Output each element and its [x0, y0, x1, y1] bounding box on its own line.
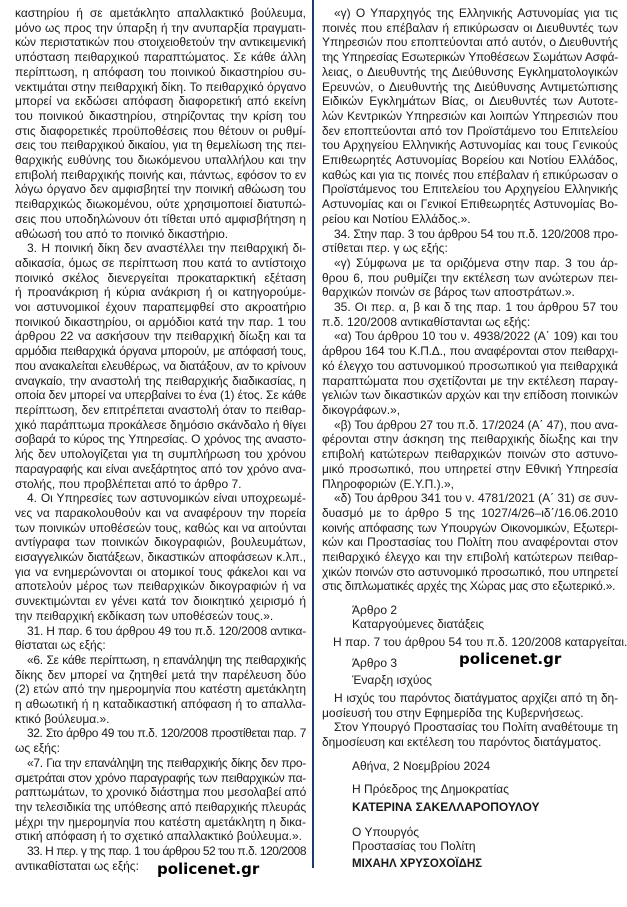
text-line: νοι αστυνομικοί έχουν παραπεμφθεί στο ακροατήριο: [15, 300, 306, 315]
text-line: αδικασία, όμως σε περίπτωση που κατά το αντίστοιχο: [15, 255, 306, 270]
paragraph: [322, 491, 618, 594]
text-line: ποινικό σκέλος διενεργείται προκαταρκτική εξέταση: [15, 270, 306, 285]
text-line: δεν εποπτεύονται από τον Προϊστάμενο του Επιτελείου: [322, 123, 618, 138]
text-line: 32. Στο άρθρο 49 του π.δ. 120/2008 προστίθεται παρ. 7: [27, 726, 306, 741]
text-line: 34. Στην παρ. 3 του άρθρου 54 του π.δ. 120/2008 προ-: [334, 226, 618, 241]
text-line: σμετράται στον χρόνο παραγραφής των πειθαρχικών πα-: [15, 770, 306, 785]
text-line: λόγω όργανο δεν αμφισβητεί την ποινική αθώωση του: [15, 182, 306, 197]
paragraph: [322, 691, 618, 720]
text-line: του ποινικού δικαστηρίου, στηρίζοντας την κρίση του: [15, 108, 306, 123]
watermark: policenet.gr: [157, 860, 260, 878]
text-line: Προϊστάμενος του Επιτελείου του Αρχηγείου Ελληνικής: [322, 182, 618, 197]
text-line: δικογράφων.»,: [322, 402, 401, 417]
text-line: πειθαρχικό έλεγχο και την επιβολή κατώτερων πειθαρ-: [322, 550, 618, 565]
text-line: του Αρχηγείου Ελληνικής Αστυνομίας και τους Γενικούς: [322, 138, 618, 153]
text-line: κών περιστατικών που στοιχειοθετούν την αντικειμενική: [15, 35, 306, 50]
text-line: αθώωσή του από το ποινικό δικαστήριο.: [15, 226, 229, 241]
text-line: δυασμό με το άρθρο 5 της 1027/4/26–ιδ΄/16.06.2010: [322, 505, 618, 520]
text-line: Η ισχύς του παρόντος διατάγματος αρχίζει από τη δη-: [334, 691, 618, 705]
text-line: «γ) Ο Υπαρχηγός της Ελληνικής Αστυνομίας για τις: [334, 6, 618, 20]
text-line: θρου 6, που ρυθμίζει την εκτέλεση των ανώτερων πει-: [322, 270, 618, 285]
text-line: κό έλεγχο του αστυνομικού προσωπικού για πειθαρχικά: [322, 358, 618, 373]
text-line: ή προανάκριση ή κύρια ανάκριση ή οι κατηγορούμε-: [15, 285, 306, 300]
paragraph: [15, 653, 306, 727]
text-line: ποινές που επέβαλαν ή επικύρωσαν οι Διευθυντές των: [322, 20, 618, 35]
text-line: η αθωωτική ή η καταδικαστική απόφαση ή το απαλλα-: [15, 697, 306, 712]
paragraph: [15, 6, 306, 241]
text-line: αποτελούν μέρος των πειθαρχικών δικογραφιών ή να: [15, 579, 306, 594]
text-line: κοινής απόφασης των Υπουργών Οικονομικών, Εξωτερι-: [322, 520, 618, 535]
text-line: επιβολή πειθαρχικής ποινής και, πάντως, εφόσον το εν: [15, 167, 307, 182]
text-line: νεκτιμάται στην πειθαρχική δίκη. Το πειθαρχικό όργανο: [15, 79, 307, 94]
text-line: (2) ετών από την ημερομηνία που κατέστη αμετάκλητη: [15, 682, 306, 697]
article-3-title: Έναρξη ισχύος: [352, 673, 432, 687]
text-line: «β) Του άρθρου 27 του π.δ. 17/2024 (Α΄ 47), που ανα-: [334, 417, 618, 432]
text-line: σεις του πειθαρχικού δικαίου, για τη θεμελίωση της πει-: [15, 138, 306, 153]
text-line: Επιθεωρητές Αστυνομίας Βορείου και Νοτίου Ελλάδος,: [322, 153, 618, 168]
president-title: Η Πρόεδρος της Δημοκρατίας: [352, 782, 509, 796]
text-line: ραπτωμάτων, το χρονικό διάστημα που μεσολαβεί από: [15, 785, 307, 800]
text-line: στολής, που προβλέπεται από το άρθρο 7.: [15, 476, 242, 491]
text-line: «δ) Του άρθρου 341 του ν. 4781/2021 (Α΄ 31) σε συν-: [334, 491, 619, 506]
text-line: π.δ. 120/2008 αντικαθίστανται ως εξής:: [322, 314, 531, 329]
text-line: λειας, ο Διευθυντής της Διεύθυνσης Εγκληματολογικών: [322, 64, 618, 79]
paragraph: [322, 256, 618, 300]
text-line: μπορεί να εκδώσει απόφαση διαφορετική από εκείνη: [15, 94, 306, 109]
text-line: συνεκτιμώνται εν γένει κατά τον διοικητικό χειρισμό ή: [15, 594, 306, 609]
text-line: περίπτωση, η απόφαση του ποινικού δικαστηρίου συ-: [15, 64, 306, 79]
president-name: ΚΑΤΕΡΙΝΑ ΣΑΚΕΛΛΑΡΟΠΟΥΛΟΥ: [352, 800, 540, 814]
text-line: άρθρου 164 του Κ.Π.Δ., που αναφέρονται στον πειθαρχι-: [322, 344, 618, 359]
text-line: 3. Η ποινική δίκη δεν αναστέλλει την πειθαρχική δι-: [27, 241, 306, 256]
text-line: θαρχικών ποινών σε βάρος των αποστράτων.».: [322, 285, 575, 300]
paragraph: [15, 756, 306, 844]
text-line: παραγραφής και είναι ανεξάρτητος από τον χρόνο ανα-: [15, 461, 306, 476]
text-line: Ειδικών Εγκλημάτων Βίας, οι Διευθυντές των Αυτοτε-: [322, 94, 618, 109]
article-2-heading: Άρθρο 2: [352, 603, 398, 617]
text-line: θίσταται ως εξής:: [15, 638, 106, 653]
text-line: Πληροφοριών (Ε.Υ.Π.).»,: [322, 476, 454, 491]
paragraph: [15, 726, 306, 755]
text-line: 4. Οι Υπηρεσίες των αστυνομικών είναι υποχρεωμέ-: [27, 491, 306, 506]
text-line: καστηρίου ή σε αμετάκλητο απαλλακτικό βούλευμα,: [15, 6, 306, 20]
paragraph: [15, 624, 306, 653]
text-line: στις διπλωματικές αρχές της Χώρας μας στο εξωτερικό.».: [322, 579, 616, 594]
right-column: [322, 6, 618, 594]
text-line: παραπτώματα που σχετίζονται με την εκτέλεση παραγ-: [322, 373, 618, 388]
paragraph: [322, 300, 618, 329]
left-column: [15, 6, 306, 873]
text-line: ως εξής:: [15, 741, 60, 756]
text-line: στική απόφαση ή το σχετικό απαλλακτικό βούλευμα.».: [15, 829, 303, 844]
text-line: μέχρι την ημερομηνία που κατέστη αμετάκλητη η δικα-: [15, 814, 306, 829]
text-line: Στον Υπουργό Προστασίας του Πολίτη αναθέτουμε τη: [334, 720, 618, 735]
text-line: χικό παράπτωμα προκάλεσε δημόσιο σκάνδαλο ή θίγει: [15, 417, 307, 432]
minister-title-2: Προστασίας του Πολίτη: [352, 839, 476, 853]
text-line: κτικό βούλευμα.».: [15, 711, 110, 726]
paragraph: [322, 720, 618, 749]
text-line: για να ενημερώνονται οι ατομικοί τους φάκελοι και να: [15, 564, 306, 579]
text-line: άρθρου 22 να ασκήσουν την πειθαρχική δίωξη και τα: [15, 329, 306, 344]
text-line: δημοσίευση και εκτέλεση του παρόντος διατάγματος.: [322, 735, 602, 750]
text-line: την πειθαρχική εκδίκαση των υποθέσεών τους.».: [15, 608, 274, 623]
text-line: δίκης δεν μπορεί να ζητηθεί μετά την παρέλευση δύο: [15, 667, 306, 682]
text-line: αρμόδια πειθαρχικά όργανα μπορούν, με απόφασή τους,: [15, 344, 306, 359]
text-line: λών Κεντρικών Υπηρεσιών και λοιπών Υπηρεσιών που: [322, 108, 618, 123]
text-line: περίπτωση, δεν επιτρέπεται αναστολή όταν το πειθαρ-: [15, 402, 306, 417]
text-line: χικών ποινών στο αστυνομικό προσωπικό, που υπηρετεί: [322, 564, 618, 579]
paragraph: [15, 491, 306, 623]
text-line: Ερευνών, ο Διευθυντής της Διεύθυνσης Αντιμετώπισης: [322, 79, 618, 94]
text-line: μικό προσωπικό, που υπηρετεί στην Εθνική Υπηρεσία: [322, 461, 618, 476]
article-2-title: Καταργούμενες διατάξεις: [352, 617, 485, 631]
text-line: στις διαφορετικές προϋποθέσεις που θέτουν οι ρυθμί-: [15, 123, 306, 138]
text-line: 35. Οι περ. α, β και δ της παρ. 1 του άρθρου 57 του: [334, 300, 618, 315]
text-line: μοσίευσή του στην Εφημερίδα της Κυβερνήσεως.: [322, 705, 584, 720]
text-line: πειθαρχικώς διωκομένου, ούτε χρησιμοποιεί διατυπώ-: [15, 197, 306, 212]
text-line: ποινικού δικαστηρίου, οι αρμόδιοι κατά την παρ. 1 του: [15, 314, 306, 329]
text-line: αντικαθίσταται ως εξής:: [15, 858, 139, 873]
text-line: που ανακαλείται ελευθέρως, να διατάξουν, αν το κρίνουν: [15, 358, 306, 373]
text-line: «6. Σε κάθε περίπτωση, η επανάληψη της πειθαρχικής: [27, 652, 306, 667]
text-line: την τελεσιδικία της υπόθεσης από πειθαρχικής πλευράς: [15, 799, 307, 814]
text-line: ρείου και Νοτίου Ελλάδος.».: [322, 211, 471, 226]
text-line: των ποινικών υποθέσεών τους, καθώς και να αιτούνται: [15, 520, 306, 535]
text-line: στίθεται περ. γ ως εξής:: [322, 241, 448, 256]
text-line: αναγκαίο, την αναστολή της πειθαρχικής διαδικασίας, η: [15, 373, 306, 388]
text-line: 33. Η περ. γ της παρ. 1 του άρθρου 52 του π.δ. 120/2008: [27, 844, 306, 859]
paragraph: [322, 6, 618, 227]
place-date: Αθήνα, 2 Νοεμβρίου 2024: [352, 759, 491, 773]
column-divider: [312, 0, 314, 868]
minister-title-1: Ο Υπουργός: [352, 825, 420, 839]
text-line: σοβαρά το κύρος της Υπηρεσίας. Ο χρόνος της αναστο-: [15, 432, 306, 447]
text-line: της Υπηρεσίας Εσωτερικών Υποθέσεων Σωμάτων Ασφά-: [322, 50, 618, 65]
text-line: κών και Προστασίας του Πολίτη που αναφέρονται στον: [322, 535, 618, 550]
text-line: υπόσταση πειθαρχικού παραπτώματος. Σε κάθε άλλη: [15, 50, 306, 65]
text-line: λής δεν υπολογίζεται για τη συμπλήρωση του χρόνου: [15, 447, 306, 462]
text-line: Αστυνομίας και οι Γενικοί Επιθεωρητές Αστυνομίας Βο-: [322, 197, 618, 212]
text-line: εισαγγελικών διατάξεων, δικαστικών αποφάσεων κ.λπ.,: [15, 550, 306, 565]
minister-name: ΜΙΧΑΗΛ ΧΡΥΣΟΧΟΪΔΗΣ: [352, 858, 483, 870]
text-line: επιβολή κατώτερων πειθαρχικών ποινών στο αστυνο-: [322, 447, 618, 462]
article-2-text: Η παρ. 7 του άρθρου 54 του π.δ. 120/2008 καταργείται.: [333, 635, 627, 649]
paragraph: [322, 227, 618, 256]
text-line: «α) Του άρθρου 10 του ν. 4938/2022 (Α΄ 109) και του: [334, 329, 618, 344]
text-line: «γ) Σύμφωνα με τα οριζόμενα στην παρ. 3 του άρ-: [334, 255, 618, 270]
text-line: σεις που υποδηλώνουν ότι τίθεται υπό αμφισβήτηση η: [15, 211, 306, 226]
article-3-heading: Άρθρο 3: [352, 656, 398, 670]
paragraph: [15, 241, 306, 491]
watermark: policenet.gr: [459, 650, 562, 668]
text-line: μόνο ως προς την ύπαρξη ή την ανυπαρξία πραγματι-: [15, 20, 306, 35]
paragraph: [322, 329, 618, 417]
text-line: καθώς και για τις ποινές που επέβαλαν ή επικύρωσαν ο: [322, 167, 618, 182]
text-line: οποία δεν μπορεί να υπερβαίνει το ένα (1) έτος. Σε κάθε: [15, 388, 307, 403]
text-line: «7. Για την επανάληψη της πειθαρχικής δίκης δεν προ-: [27, 755, 306, 770]
text-line: φέρονται στην άσκηση της πειθαρχικής δίωξης και την: [322, 432, 618, 447]
text-line: θαρχικής ευθύνης του διωκόμενου υπαλλήλου και την: [15, 153, 306, 168]
text-line: Υπηρεσιών που εποπτεύονται από αυτόν, ο Διευθυντής: [322, 35, 618, 50]
article-3-body: [322, 691, 618, 750]
text-line: 31. Η παρ. 6 του άρθρου 49 του π.δ. 120/2008 αντικα-: [27, 623, 306, 638]
text-line: νες να παρακολουθούν και να αναφέρουν την πορεία: [15, 505, 306, 520]
text-line: αντίγραφα των ποινικών δικογραφιών, βουλευμάτων,: [15, 535, 306, 550]
paragraph: [322, 418, 618, 492]
text-line: γελιών των δικαστικών αρχών και την επίδοση ποινικών: [322, 388, 618, 403]
